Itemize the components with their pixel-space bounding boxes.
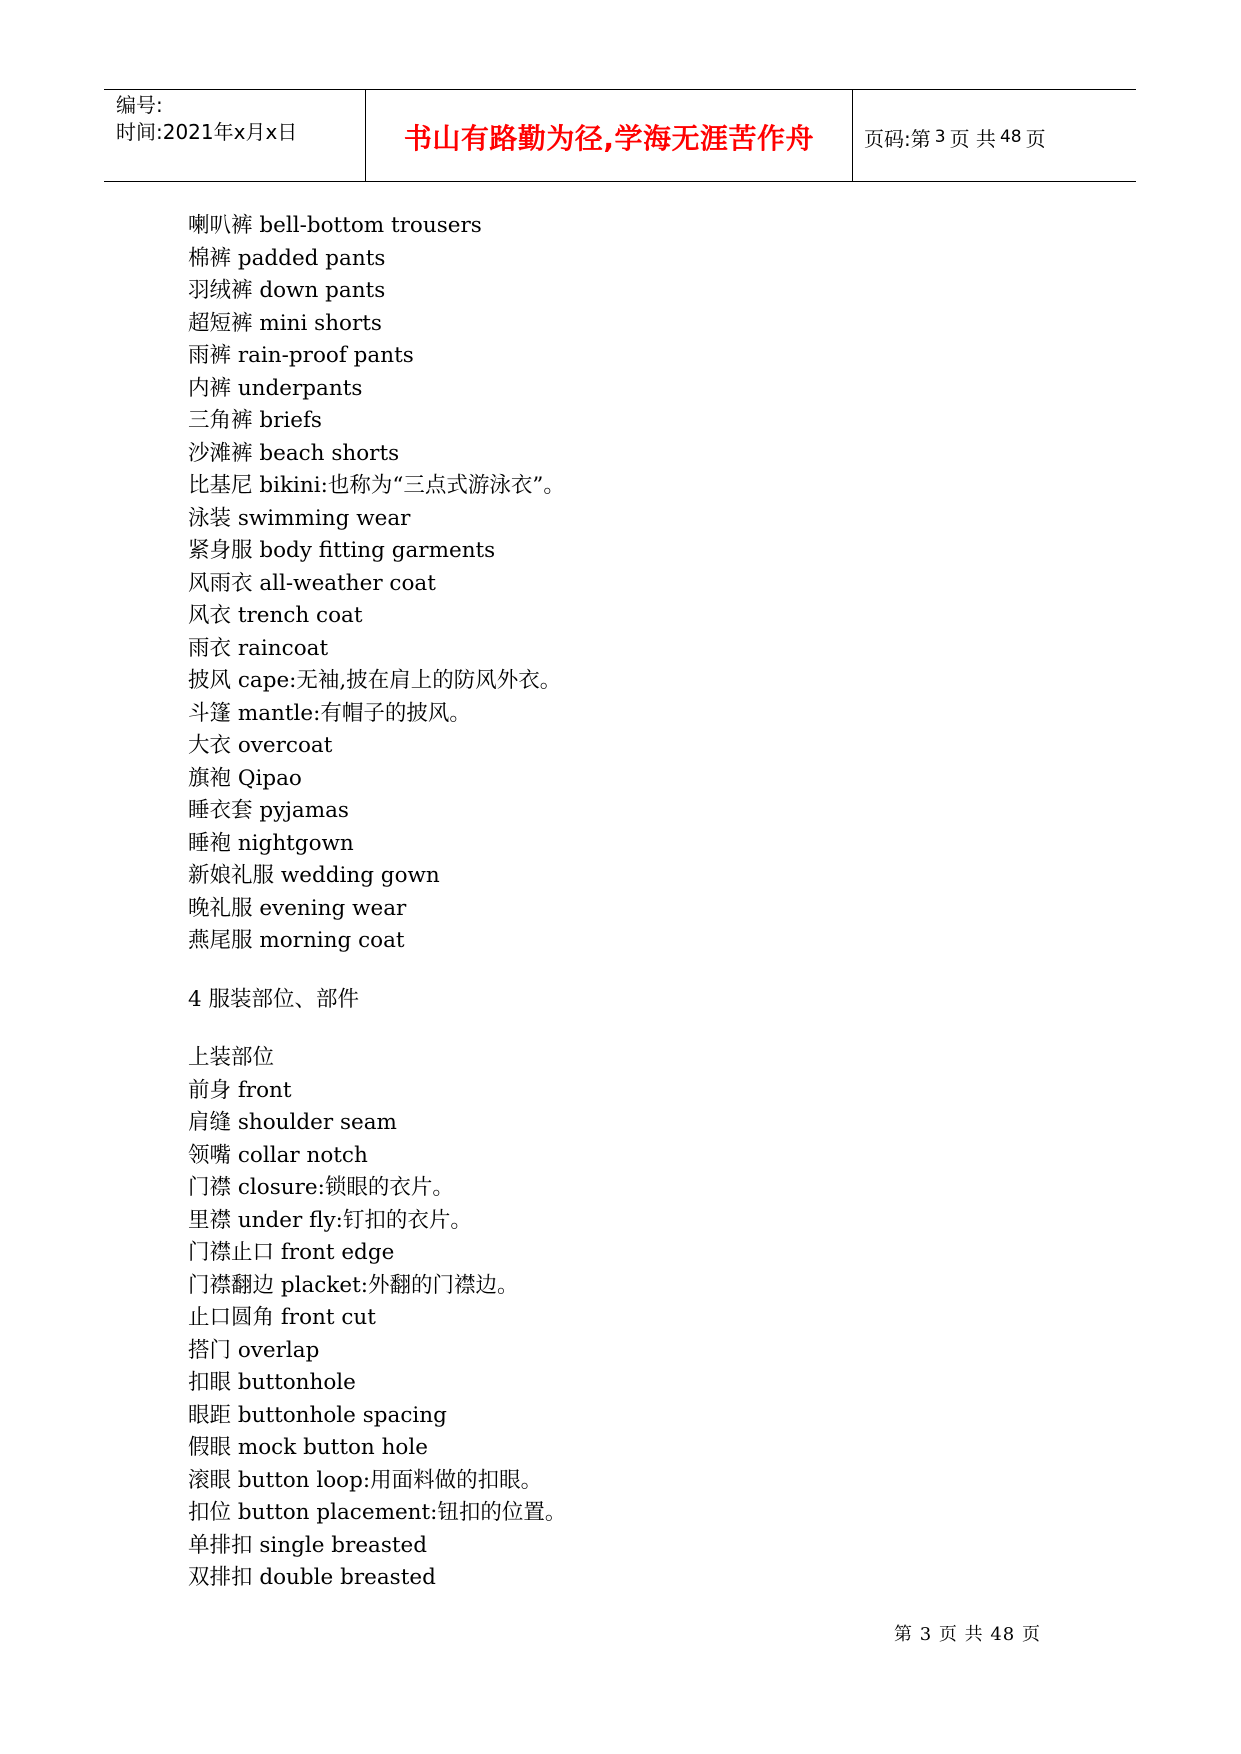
term-line: 风雨衣 all-weather coat xyxy=(188,570,436,596)
term-line: 泳装 swimming wear xyxy=(188,505,411,531)
term-line: 里襟 under fly:钉扣的衣片。 xyxy=(188,1207,472,1233)
header-page-current: 3 xyxy=(934,127,946,147)
term-list-part2 xyxy=(188,1075,1088,1595)
term-line: 喇叭裤 bell-bottom trousers xyxy=(188,213,482,238)
term-line: 紧身服 body fitting garments xyxy=(188,538,496,563)
header-page-mid: 页 共 xyxy=(949,126,996,151)
term-line: 斗篷 mantle:有帽子的披风。 xyxy=(188,700,471,726)
term-line: 羽绒裤 down pants xyxy=(188,278,386,303)
term-line: 内裤 underpants xyxy=(188,375,363,401)
header-page-prefix: 页码:第 xyxy=(864,126,931,151)
term-line: 超短裤 mini shorts xyxy=(188,310,382,336)
term-line: 门襟翻边 placket:外翻的门襟边。 xyxy=(188,1272,519,1298)
term-line: 棉裤 padded pants xyxy=(188,245,386,271)
header-page-info xyxy=(864,90,1046,180)
term-list-part1 xyxy=(188,210,1088,958)
term-line: 止口圆角 front cut xyxy=(188,1305,376,1330)
term-line: 三角裤 briefs xyxy=(188,408,322,433)
term-line: 燕尾服 morning coat xyxy=(188,928,405,953)
term-line: 搭门 overlap xyxy=(188,1337,320,1363)
term-line: 前身 front xyxy=(188,1077,292,1103)
term-line: 门襟 closure:锁眼的衣片。 xyxy=(188,1175,454,1200)
term-line: 单排扣 single breasted xyxy=(188,1532,428,1558)
header-meta xyxy=(116,92,297,146)
term-line: 风衣 trench coat xyxy=(188,603,363,628)
term-line: 扣眼 buttonhole xyxy=(188,1370,356,1395)
term-line: 睡衣套 pyjamas xyxy=(188,798,349,823)
term-line: 披风 cape:无袖,披在肩上的防风外衣。 xyxy=(188,668,562,693)
term-line: 旗袍 Qipao xyxy=(188,765,302,791)
header-time-label: 时间:2021年x月x日 xyxy=(116,120,298,144)
term-line: 双排扣 double breasted xyxy=(188,1565,436,1590)
term-line: 滚眼 button loop:用面料做的扣眼。 xyxy=(188,1467,543,1493)
term-line: 大衣 overcoat xyxy=(188,733,333,758)
term-line: 新娘礼服 wedding gown xyxy=(188,863,440,888)
header-page-total: 48 xyxy=(999,127,1022,147)
section-heading: 4 服装部位、部件 xyxy=(188,986,360,1012)
document-header xyxy=(104,89,1136,182)
header-motto: 书山有路勤为径,学海无涯苦作舟 xyxy=(403,122,815,155)
header-page-suffix: 页 xyxy=(1025,126,1046,151)
term-line: 门襟止口 front edge xyxy=(188,1240,395,1265)
term-line: 晚礼服 evening wear xyxy=(188,895,407,921)
term-line: 比基尼 bikini:也称为“三点式游泳衣”。 xyxy=(188,473,565,498)
sub-heading: 上装部位 xyxy=(188,1045,275,1070)
page-footer: 第 3 页 共 48 页 xyxy=(894,1624,1041,1645)
header-divider-right xyxy=(852,90,853,181)
document-body xyxy=(188,210,1088,1595)
header-number-label: 编号: xyxy=(116,93,163,117)
term-line: 沙滩裤 beach shorts xyxy=(188,440,400,466)
term-line: 领嘴 collar notch xyxy=(188,1142,368,1168)
term-line: 扣位 button placement:钮扣的位置。 xyxy=(188,1500,567,1525)
term-line: 假眼 mock button hole xyxy=(188,1435,428,1460)
term-line: 雨衣 raincoat xyxy=(188,635,329,661)
term-line: 睡袍 nightgown xyxy=(188,830,354,856)
term-line: 眼距 buttonhole spacing xyxy=(188,1402,447,1428)
term-line: 肩缝 shoulder seam xyxy=(188,1110,397,1135)
term-line: 雨裤 rain-proof pants xyxy=(188,343,414,368)
